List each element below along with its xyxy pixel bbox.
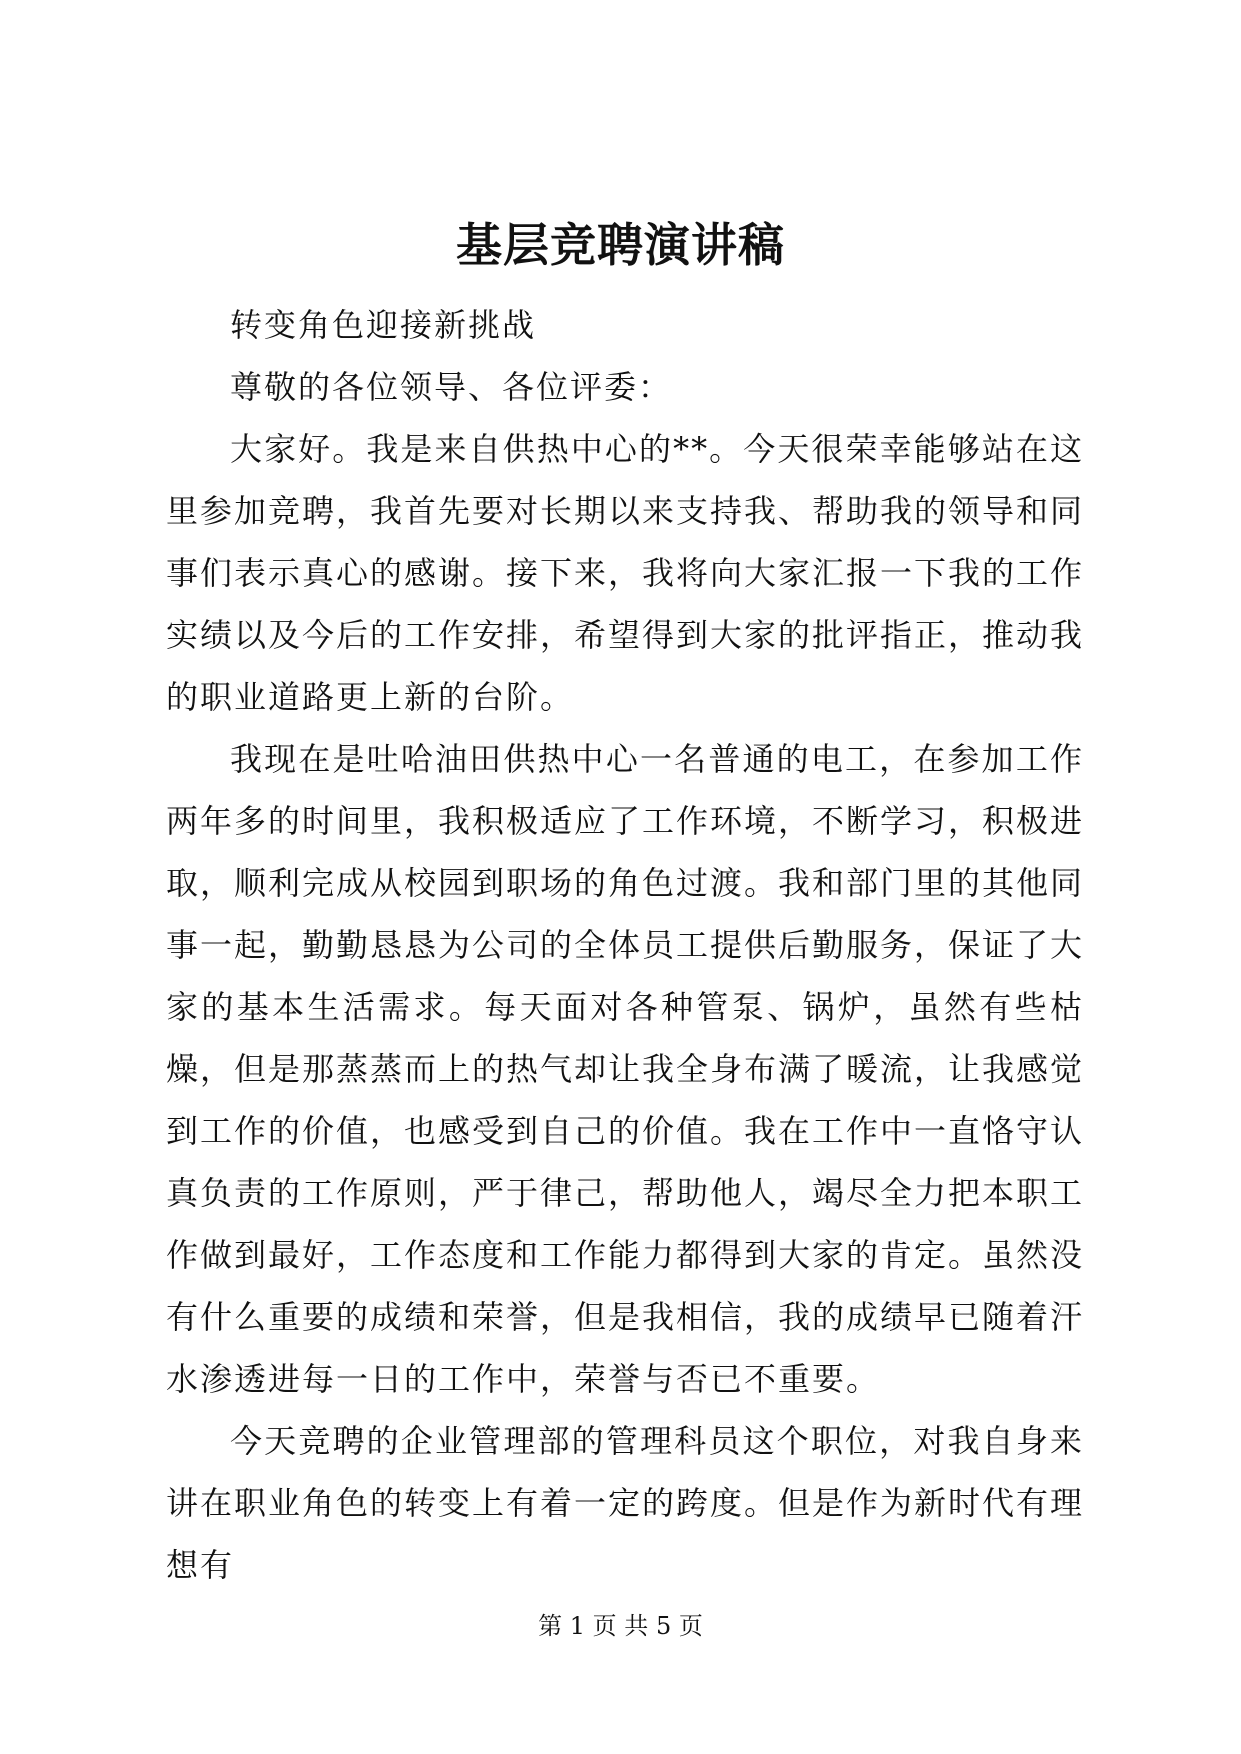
body-paragraph: 大家好。我是来自供热中心的**。今天很荣幸能够站在这里参加竞聘，我首先要对长期以来支持我、帮助我的领导和同事们表示真心的感谢。接下来，我将向大家汇报一下我的工作实绩以及今后的工作安排，希望得到大家的批评指正，推动我的职业道路更上新的台阶。 (166, 430, 1085, 716)
document-title: 基层竞聘演讲稿 (456, 218, 785, 272)
body-paragraph: 今天竞聘的企业管理部的管理科员这个职位，对我自身来讲在职业角色的转变上有着一定的跨度。但是作为新时代有理想有 (166, 1422, 1085, 1584)
subtitle-paragraph: 转变角色迎接新挑战 (230, 306, 537, 344)
document-body (166, 294, 1084, 1596)
page-number-footer: 第 1 页 共 5 页 (538, 1612, 703, 1640)
salutation-paragraph: 尊敬的各位领导、各位评委： (230, 368, 673, 406)
body-paragraph: 我现在是吐哈油田供热中心一名普通的电工，在参加工作两年多的时间里，我积极适应了工作环境，不断学习，积极进取，顺利完成从校园到职场的角色过渡。我和部门里的其他同事一起，勤勤恳恳为公司的全体员工提供后勤服务，保证了大家的基本生活需求。每天面对各种管泵、锅炉，虽然有些枯燥，但是那蒸蒸而上的热气却让我全身布满了暖流，让我感觉到工作的价值，也感受到自己的价值。我在工作中一直恪守认真负责的工作原则，严于律己，帮助他人，竭尽全力把本职工作做到最好，工作态度和工作能力都得到大家的肯定。虽然没有什么重要的成绩和荣誉，但是我相信，我的成绩早已随着汗水渗透进每一日的工作中，荣誉与否已不重要。 (166, 740, 1085, 1398)
